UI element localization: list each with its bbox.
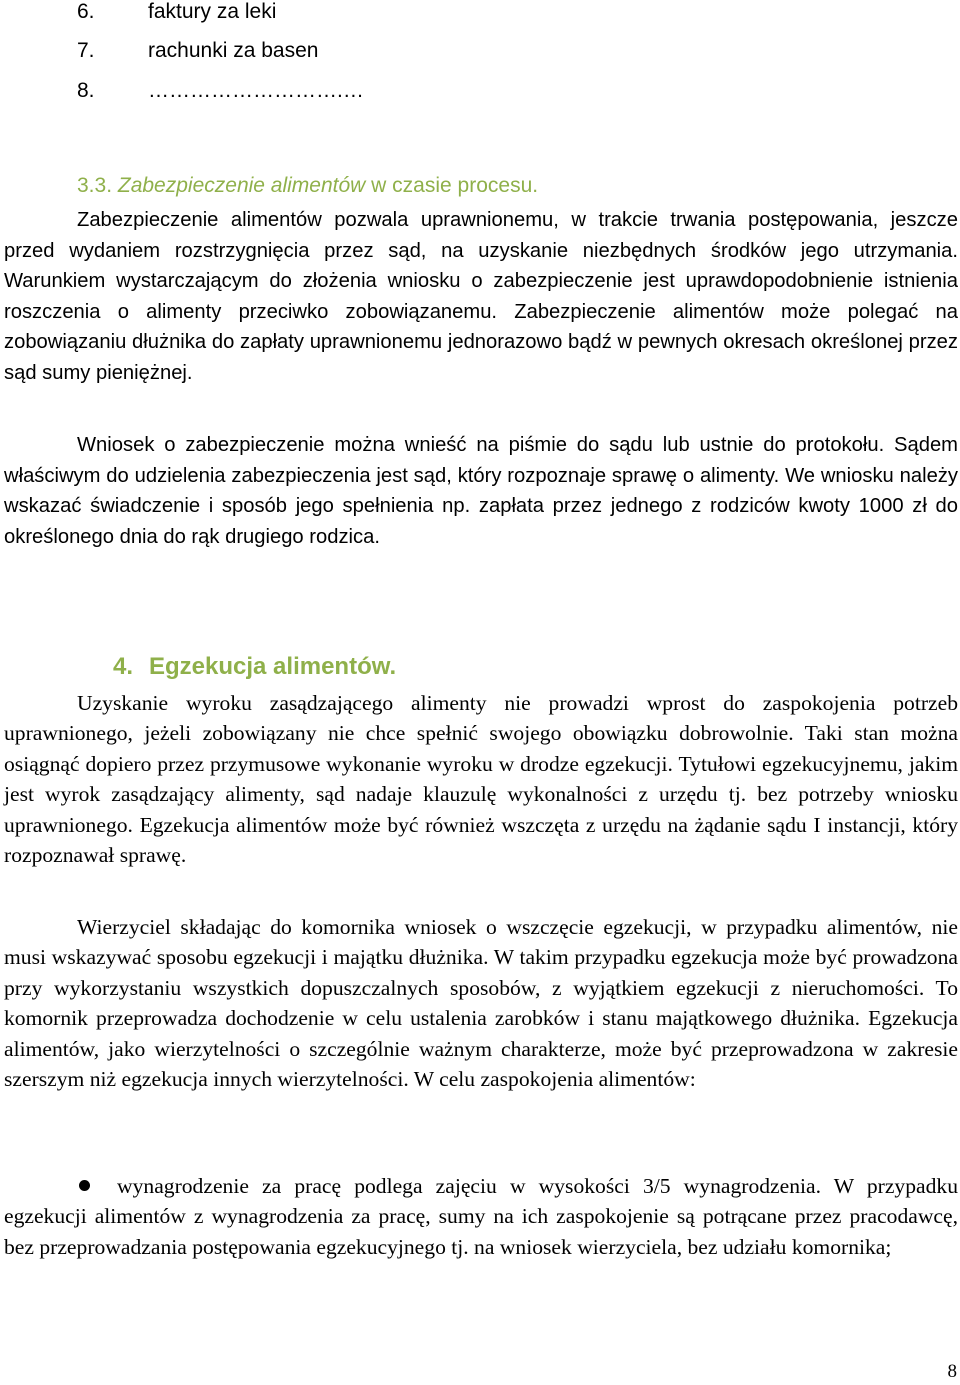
bullet-item: wynagrodzenie za pracę podlega zajęciu w wysokości 3/5 wynagrodzenia. W przypadku egzekucji alimentów z wynagrodzenia za pracę, sumy na ich zaspokojenie są potrącane przez pracodawcę, bez przeprowadzania postępowania egzekucyjnego tj. na wniosek wierzyciela, bez udziału komornika;: [4, 1174, 958, 1259]
paragraph: Wniosek o zabezpieczenie można wnieść na piśmie do sądu lub ustnie do protokołu. Sądem właściwym do udzielenia zabezpieczenia jest sąd, który rozpoznaje sprawę o alimenty. We wniosku należy wskazać świadczenie i sposób jego spełnienia np. zapłata przez jednego z rodziców kwoty 1000 zł do określonego dnia do rąk drugiego rodzica.: [4, 434, 958, 548]
paragraph: Wierzyciel składając do komornika wniosek o wszczęcie egzekucji, w przypadku alimentów, nie musi wskazywać sposobu egzekucji i majątku dłużnika. W takim przypadku egzekucja może być prowadzona przy wykorzystaniu wszystkich dopuszczalnych sposobów, z wyjątkiem egzekucji z nieruchomości. To komornik przeprowadza dochodzenie w celu ustalenia zarobków i stanu majątkowego dłużnika. Egzekucja alimentów, jako wierzytelności o szczególnie ważnym charakterze, może być przeprowadzona w zakresie szerszym niż egzekucja innych wierzytelności. W celu zaspokojenia alimentów:: [4, 915, 958, 1092]
list-item-text: faktury za leki: [148, 0, 277, 23]
section-number: 4.: [113, 653, 134, 680]
list-item: [77, 79, 364, 103]
list-item-text: ……………………….…: [148, 79, 364, 102]
list-item: [77, 39, 318, 63]
paragraph: Zabezpieczenie alimentów pozwala uprawnionemu, w trakcie trwania postępowania, jeszcze przed wydaniem rozstrzygnięcia przez sąd, na uzyskanie niezbędnych środków jego utrzymania. Warunkiem wystarczającym do złożenia wniosku o zabezpieczenie jest uprawdopodobnienie istnienia roszczenia o alimenty przeciwko zobowiązanemu. Zabezpieczenie alimentów może polegać na zobowiązaniu dłużnika do zapłaty uprawnionemu jednorazowo bądź w pewnych okresach określonej przez sąd sumy pieniężnej.: [4, 209, 958, 384]
section-title-rest: w czasie procesu.: [365, 174, 539, 197]
paragraph: Uzyskanie wyroku zasądzającego alimenty nie prowadzi wprost do zaspokojenia potrzeb uprawnionego, jeżeli zobowiązany nie chce spełnić swojego obowiązku dobrowolnie. Taki stan można osiągnąć dopiero przez przymusowe wykonanie wyroku w drodze egzekucji. Tytułowi egzekucyjnemu, jakim jest wyrok zasądzający alimenty, sąd nadaje klauzulę wykonalności z urzędu tj. bez potrzeby wniosku uprawnionego. Egzekucja alimentów może być również wszczęta z urzędu na żądanie sądu I instancji, który rozpoznawał sprawę.: [4, 691, 958, 868]
list-item-text: rachunki za basen: [148, 39, 319, 62]
list-item-number: 7.: [77, 39, 95, 62]
list-item-number: 8.: [77, 79, 95, 102]
section-heading-3-3: [77, 173, 538, 199]
section-heading-4: [113, 653, 396, 681]
section-number: 3.3.: [77, 174, 113, 197]
page-number: 8: [947, 1361, 957, 1382]
section-title: Egzekucja alimentów.: [149, 653, 397, 680]
section-title-italic: Zabezpieczenie alimentów: [117, 174, 366, 197]
list-item: [77, 0, 276, 24]
list-item-number: 6.: [77, 0, 95, 23]
